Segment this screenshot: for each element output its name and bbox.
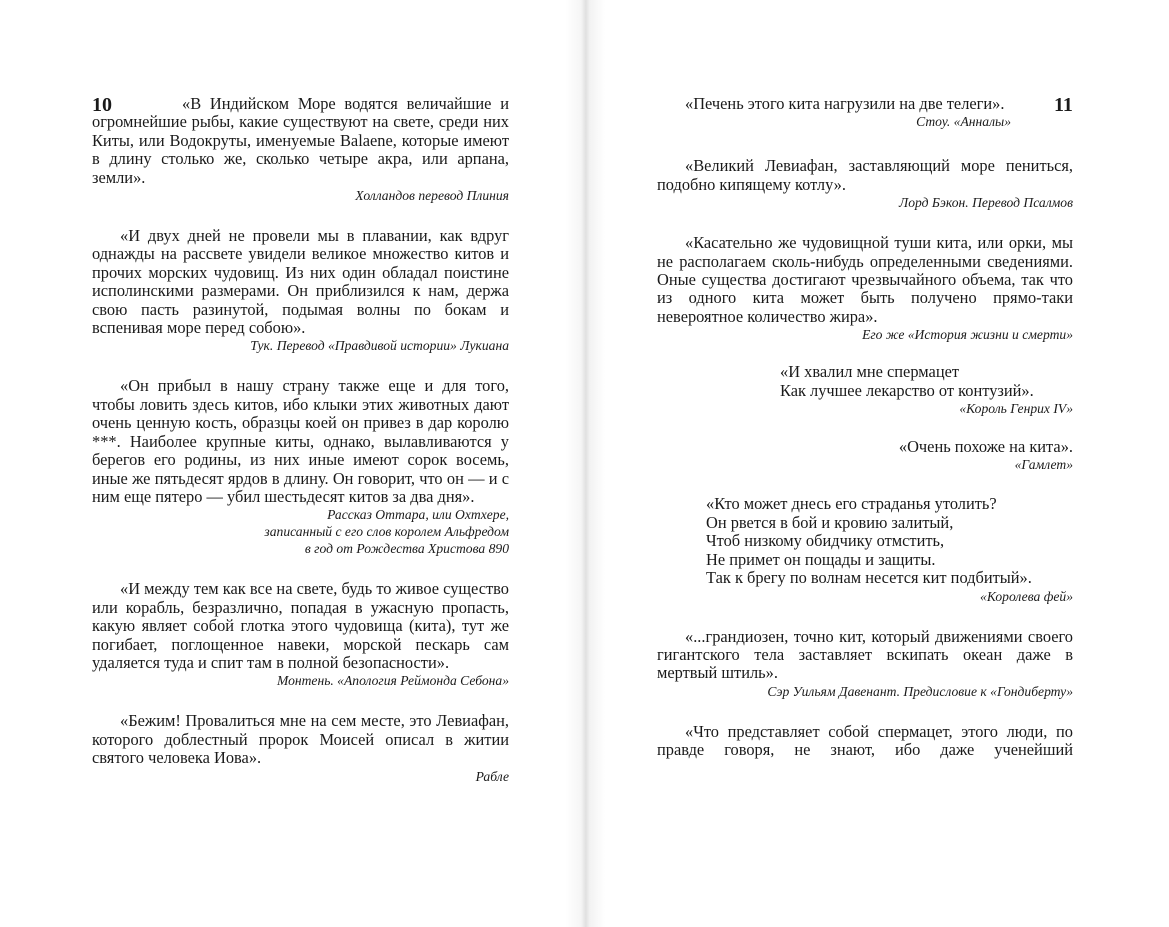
quote-verse: «Кто может днесь его страданья утолить? Он рвется в бой и кровию залитый, Чтоб низкому обидчику отмстить, Не примет он пощады и защиты. Так к брегу по волнам несется кит подбитый». [706, 494, 1032, 588]
quote-text: «И между тем как все на свете, будь то живое существо или корабль, безразлично, попадая в ужасную пропасть, какую являет собой глотка этого чудовища (кита), тут же погибает, поглощенное навеки, морской пескарь сам удаляется туда и спит там в полной безопасности». [92, 579, 509, 672]
quote-attribution: Его же «История жизни и смерти» [862, 327, 1073, 343]
quote-bacon-psalms [657, 157, 1073, 211]
left-column [92, 95, 509, 785]
quote-ottar-alfred [92, 377, 509, 557]
quote-attribution: Тук. Перевод «Правдивой истории» Лукиана [250, 338, 509, 354]
quote-text: «Он прибыл в нашу страну также еще и для того, чтобы ловить здесь китов, ибо клыки этих животных дают очень ценную кость, образцы коей он привез в дар королю ***. Наиболее крупные киты, однако, вылавливаются у берегов его родины, из них иные имеют сорок восемь, иные же пятьдесят ярдов в длину. Он говорит, что он — и с ним еще пятеро — убил шестьдесят китов за два дня». [92, 376, 509, 506]
quote-attribution: Стоу. «Анналы» [916, 114, 1011, 130]
quote-montaigne [92, 580, 509, 689]
quote-verse: «Очень похоже на кита». [898, 437, 1073, 457]
quote-spermaceti [657, 723, 1073, 760]
page-number: 10 [92, 94, 112, 116]
quote-hamlet [657, 438, 1073, 473]
quote-text: «Печень этого кита нагрузили на две телеги». [685, 94, 1005, 113]
quote-attribution: Холландов перевод Плиния [355, 188, 509, 204]
quote-text: «Что представляет собой спермацет, этого люди, по правде говоря, не знают, ибо даже ученейший [657, 721, 1073, 760]
quote-attribution: «Королева фей» [980, 588, 1073, 604]
quote-attribution: «Король Генрих IV» [959, 401, 1073, 417]
quote-attribution: Рабле [475, 768, 509, 784]
left-page [0, 0, 584, 927]
right-page [584, 0, 1169, 927]
quote-bacon-life-death [657, 234, 1073, 343]
quote-text: «И двух дней не провели мы в плавании, как вдруг однажды на рассвете увидели великое множество китов и прочих морских чудовищ. Из них один обладал поистине исполинскими размерами. Он приблизился к нам, держа свою пасть разинутой, подымая волны по бокам и вспенивая море перед собою». [92, 226, 509, 338]
right-column [657, 95, 1073, 760]
quote-text: «Великий Левиафан, заставляющий море пениться, подобно кипящему котлу». [657, 156, 1073, 194]
quote-attribution: Монтень. «Апология Реймонда Себона» [276, 673, 509, 689]
quote-rabelais [92, 712, 509, 784]
quote-stow-annals [657, 95, 1073, 130]
quote-attribution: «Гамлет» [1014, 457, 1073, 473]
quote-text: «В Индийском Море водятся величайшие и огромнейшие рыбы, какие существуют на свете, среди них Киты, или Водокруты, именуемые Balaene, которые имеют в длину столько же, сколько четыре акра, или арпана, земли». [92, 94, 509, 187]
quote-text: «...грандиозен, точно кит, который движениями своего гигантского тела заставляет вскипать океан даже в мертвый штиль». [657, 626, 1073, 683]
quote-verse: «И хвалил мне спермацет Как лучшее лекарство от контузий». [780, 362, 1034, 400]
quote-text: «Бежим! Провалиться мне на сем месте, это Левиафан, которого доблестный пророк Моисей описал в житии святого человека Иова». [92, 711, 509, 768]
quote-faerie-queene [657, 495, 1073, 604]
quote-text: «Касательно же чудовищной туши кита, или орки, мы не располагаем сколь-нибудь определенными сведениями. Оные существа достигают чрезвычайного объема, так что из одного кита может быть получено прямо-таки невероятное количество жира». [657, 233, 1073, 326]
quote-henry-iv [657, 363, 1073, 417]
quote-hollands-pliny [92, 95, 509, 204]
page-number: 11 [1054, 94, 1073, 116]
quote-davenant [657, 628, 1073, 700]
quote-attribution: Рассказ Оттара, или Охтхере, записанный с его слов королем Альфредом в год от Рождества Христова 890 [264, 507, 509, 557]
quote-attribution: Сэр Уильям Давенант. Предисловие к «Гондиберту» [767, 683, 1073, 699]
quote-attribution: Лорд Бэкон. Перевод Псалмов [899, 195, 1073, 211]
quote-tuke-lucian [92, 227, 509, 354]
